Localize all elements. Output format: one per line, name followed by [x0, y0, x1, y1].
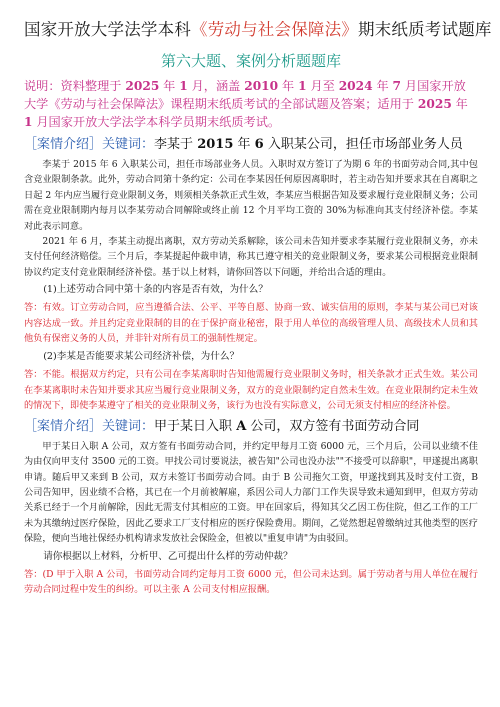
case-1-answer-1: 答：有效。订立劳动合同，应当遵循合法、公平、平等自愿、协商一致、诚实信用的原则，李某与某公司已对该内容达成一致。并且约定竞业限制的目的在于保护商业秘密，限于用人单位的高级管理人员、高级技术人员和其他负有保密义务的人员，并非针对所有员工的强制性规定。 — [24, 302, 478, 345]
case-1-heading — [24, 135, 478, 155]
title-suffix: 期末纸质考试题库 — [358, 20, 492, 39]
note-year: 2024 — [338, 79, 373, 93]
case-1-question-2: (2)李某是否能要求某公司经济补偿，为什么？ — [43, 351, 240, 363]
case-1-answer-2: 答：不能。根据双方约定，只有公司在李某离职时告知他需履行竞业限制义务时，相关条款才正式生效。某公司在李某离职时未告知并要求其应当履行竞业限制义务，双方的竞业限制约定自然未生效。在竞业限制约定未生效的情况下，即使李某遵守了相关的竞业限制义务，该行为也没有实际意义，公司无须支付相应的经济补偿。 — [24, 369, 478, 412]
case-2-answer: 答：(D 甲于入职 A 公司，书面劳动合同约定每月工资 6000 元，但公司未达到。属于劳动者与用人单位在履行劳动合同过程中发生的纠纷。可以主张 A 公司支付相应报酬。 — [24, 568, 478, 595]
note-text: 月至 — [310, 79, 335, 93]
note-text: 月国家开放大学《劳动与社会保障法》课程期末纸质考试的全部试题及答案；适用于 — [24, 79, 466, 111]
case-2-paragraph-1: 甲于某日入职 A 公司，双方签有书面劳动合同，并约定甲每月工资 6000 元，三个月后，公司以业绩不佳为由仅向甲支付 3500 元的工资。甲找公司讨要说法，被告知"公司也没办法""不接受可以辞职"，甲遂提出离职申请。随后甲又来到 B 公司，双方未签订书面劳动合同。由于 B 公司拖欠工资，甲遂找到其及时支付工资，B 公司告知甲，因业绩不合格，其已在一个月前被解雇，系因公司人力部门工作失误导致未通知到甲，但双方劳动关系已经于一个月前解除，因此无需支付其相应的工资。甲在回家后，得知其父乙因工伤住院，但乙工作的工厂未为其缴纳过医疗保险，因此乙要求工厂支付相应的医疗保险费用。期间，乙觉然想起曾缴纳过其他类型的医疗保险，便向当地社保经办机构请求发放社会保险金，但被以"重复申请"为由驳回。 — [24, 440, 478, 545]
note-text: 年 — [163, 79, 176, 93]
note-month: 7 — [392, 79, 402, 93]
keyword-label: 关键词： — [102, 418, 155, 434]
case-1-paragraph-1: 李某于 2015 年 6 入职某公司，担任市场部业务人员。入职时双方签订了为期 6 年的书面劳动合同,其中包含竞业限制条款。此外，劳动合同第十条约定：公司在李某因任何原因离职时，若主动告知并要求其在自离职之日起 2 年内应当履行竞业限制义务，则须相关条款正式生效，李某应当根据告知及要求履行竞业限制义务；公司需在竞业限制期内每月以李某劳动合同解除或终止前 12 个月平均工资的 30%为标准向其支付经济补偿。李某对此表示同意。 — [24, 159, 478, 232]
note-year: 2025 — [417, 97, 452, 111]
description-note — [24, 77, 478, 131]
case-title-text: 公司，双方签有书面劳动合同 — [250, 418, 420, 434]
case-title — [154, 137, 463, 152]
note-text: 年 — [455, 97, 468, 111]
note-month: 1 — [179, 79, 188, 93]
document-title — [24, 16, 492, 40]
case-tag: ［案情介绍］ — [24, 137, 103, 152]
keyword-label: 关键词： — [102, 137, 155, 152]
title-prefix: 国家开放大学法学本科 — [24, 20, 191, 39]
title-course-name: 《劳动与社会保障法》 — [191, 20, 358, 39]
note-text: 说明：资料整理于 — [24, 79, 122, 93]
note-month: 1 — [298, 79, 307, 93]
case-2-heading — [24, 417, 478, 437]
case-2-question: 请你根据以上材料，分析甲、乙可提出什么样的劳动仲裁？ — [43, 550, 293, 562]
case-title-text: 年 — [237, 137, 251, 152]
case-1-paragraph-2: 2021 年 6 月，李某主动提出离职，双方劳动关系解除，该公司未告知并要求李某履行竞业限制义务，亦未支付任何经济赔偿。三个月后，李某提起仲裁申请，称其已遵守相关的竞业限制义务，要求某公司根据竞业限制协议约定支付竞业限制经济补偿。基于以上材料，请你回答以下问题，并给出合适的理由。 — [24, 236, 478, 278]
case-title-text: 李某于 — [154, 137, 194, 152]
case-title-company: A — [236, 418, 247, 434]
case-1-question-1: (1)上述劳动合同中第十条的内容是否有效，为什么？ — [43, 284, 268, 296]
note-year: 2025 — [125, 79, 160, 93]
note-text: 月国家开放大学法学本科学员期末纸质考试。 — [36, 115, 281, 129]
note-month: 1 — [24, 115, 33, 129]
case-title-year: 2015 — [197, 137, 234, 152]
case-tag: ［案情介绍］ — [24, 418, 103, 434]
case-title-month: 6 — [254, 137, 264, 152]
note-text: 年 — [282, 79, 295, 93]
case-title — [154, 419, 419, 434]
note-text: 月，涵盖 — [191, 79, 241, 93]
section-title: 第六大题、案例分析题题库 — [160, 52, 341, 70]
case-title-text: 入职某公司，担任市场部业务人员 — [267, 137, 463, 152]
note-text: 年 — [376, 79, 389, 93]
note-year: 2010 — [244, 79, 279, 93]
case-title-text: 甲于某日入职 — [154, 418, 233, 434]
